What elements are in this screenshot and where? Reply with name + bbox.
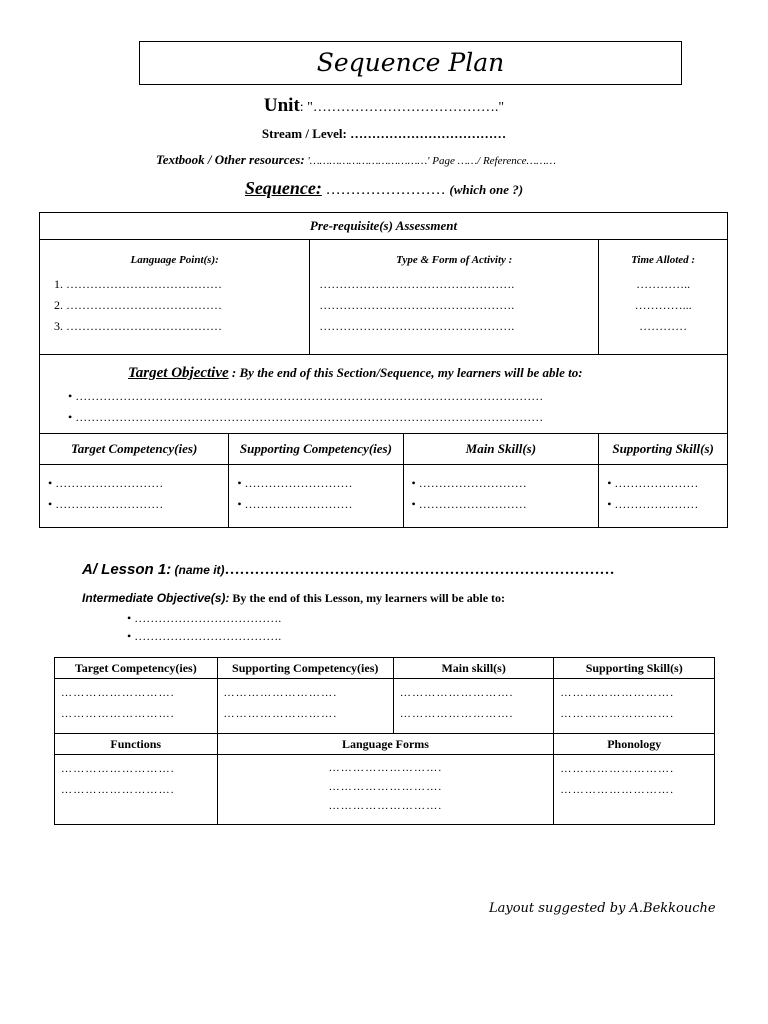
language-forms-header: Language Forms bbox=[217, 734, 554, 755]
target-competency-header: Target Competency(ies) bbox=[40, 434, 229, 465]
lesson-dots: …………………………………………………………………… bbox=[224, 562, 615, 578]
unit-value: : "…………………………………." bbox=[299, 100, 505, 115]
lesson-supporting-skill-cell bbox=[554, 679, 715, 734]
lesson-label: A/ Lesson 1: bbox=[82, 561, 172, 578]
dotted-line: ………………………. bbox=[399, 687, 514, 699]
competency-item: • ……………………… bbox=[48, 497, 164, 511]
dotted-line: ………………………. bbox=[560, 784, 675, 796]
stream-level: Stream / Level: ……………………………… bbox=[261, 126, 507, 141]
language-point-cell bbox=[40, 240, 310, 355]
time-item: …………... bbox=[634, 298, 692, 312]
dotted-line: ………………………. bbox=[399, 708, 514, 720]
sequence-which: (which one ?) bbox=[449, 182, 524, 197]
dotted-line: ………………………. bbox=[61, 784, 175, 796]
intermediate-label: Intermediate Objective(s): bbox=[82, 591, 230, 605]
dotted-line: ………………………. bbox=[61, 708, 175, 720]
footer-credit: Layout suggested by A.Bekkouche bbox=[489, 901, 716, 916]
dotted-line: ………………………. bbox=[328, 762, 443, 774]
lesson-supporting-competency-cell bbox=[217, 679, 393, 734]
unit-line bbox=[0, 95, 768, 117]
functions-cell bbox=[55, 755, 218, 825]
lesson-supporting-competency-header: Supporting Competency(ies) bbox=[217, 658, 393, 679]
supporting-skill-cell bbox=[599, 465, 728, 528]
main-skill-cell bbox=[403, 465, 599, 528]
textbook-value: '………………………………' Page ……/ Reference……… bbox=[304, 155, 556, 167]
dotted-line: ………………………. bbox=[328, 800, 443, 812]
dotted-line: ………………………. bbox=[560, 708, 675, 720]
activity-item: …………………………………………. bbox=[319, 277, 515, 291]
unit-label: Unit bbox=[263, 95, 300, 116]
textbook-label: Textbook / Other resources: bbox=[156, 152, 305, 167]
skill-item: • ……………………… bbox=[411, 476, 527, 490]
target-objective-text: : By the end of this Section/Sequence, my learners will be able to: bbox=[228, 365, 583, 380]
lesson-main-skill-header: Main skill(s) bbox=[393, 658, 554, 679]
sequence-line bbox=[0, 178, 768, 199]
sequence-table bbox=[39, 212, 728, 528]
functions-header: Functions bbox=[55, 734, 218, 755]
supporting-skill-header: Supporting Skill(s) bbox=[599, 434, 728, 465]
target-objective-cell bbox=[40, 355, 728, 434]
skill-item: • ……………………… bbox=[411, 497, 527, 511]
competency-item: • ……………………… bbox=[237, 497, 353, 511]
lesson-heading bbox=[82, 561, 615, 579]
sequence-dots: …………………… bbox=[321, 182, 450, 198]
time-header: Time Alloted : bbox=[631, 254, 696, 266]
lesson-target-competency-cell bbox=[55, 679, 218, 734]
lesson-target-competency-header: Target Competency(ies) bbox=[55, 658, 218, 679]
activity-type-header: Type & Form of Activity : bbox=[396, 254, 513, 266]
phonology-cell bbox=[554, 755, 715, 825]
intermediate-bullet: • ………………………………. bbox=[127, 629, 282, 643]
lesson-main-skill-cell bbox=[393, 679, 554, 734]
prereq-header: Pre-requisite(s) Assessment bbox=[40, 213, 728, 240]
dotted-line: ………………………. bbox=[223, 687, 338, 699]
intermediate-objective bbox=[82, 591, 505, 606]
intermediate-text: By the end of this Lesson, my learners will be able to: bbox=[229, 591, 506, 605]
phonology-header: Phonology bbox=[554, 734, 715, 755]
language-forms-cell bbox=[217, 755, 554, 825]
main-skill-header: Main Skill(s) bbox=[403, 434, 599, 465]
lesson-name: (name it) bbox=[171, 563, 225, 577]
activity-item: …………………………………………. bbox=[319, 298, 515, 312]
language-item: 3. ………………………………… bbox=[54, 319, 222, 333]
dotted-line: ………………………. bbox=[560, 687, 675, 699]
competency-item: • ……………………… bbox=[237, 476, 353, 490]
page-title: Sequence Plan bbox=[139, 41, 682, 85]
target-objective-title: Target Objective bbox=[128, 365, 229, 381]
language-item: 2. ………………………………… bbox=[54, 298, 222, 312]
lesson-table bbox=[54, 657, 715, 825]
activity-type-cell bbox=[310, 240, 599, 355]
dotted-line: ………………………. bbox=[560, 763, 675, 775]
activity-item: …………………………………………. bbox=[319, 319, 515, 333]
time-item: ………… bbox=[639, 319, 688, 333]
target-competency-cell bbox=[40, 465, 229, 528]
target-bullet: • ……………………………………………………………………………………………………… bbox=[68, 389, 544, 403]
sequence-label: Sequence: bbox=[244, 178, 322, 198]
time-item: ………….. bbox=[636, 277, 691, 291]
textbook-line bbox=[156, 152, 556, 168]
dotted-line: ………………………. bbox=[223, 708, 338, 720]
dotted-line: ………………………. bbox=[61, 687, 175, 699]
dotted-line: ………………………. bbox=[328, 781, 443, 793]
lesson-supporting-skill-header: Supporting Skill(s) bbox=[554, 658, 715, 679]
supporting-competency-cell bbox=[229, 465, 403, 528]
skill-item: • ………………… bbox=[607, 476, 699, 490]
skill-item: • ………………… bbox=[607, 497, 699, 511]
time-cell bbox=[599, 240, 728, 355]
dotted-line: ………………………. bbox=[61, 763, 175, 775]
language-item: 1. ………………………………… bbox=[54, 277, 222, 291]
intermediate-bullet: • ………………………………. bbox=[127, 611, 282, 625]
language-point-header: Language Point(s): bbox=[130, 254, 219, 266]
target-bullet: • ……………………………………………………………………………………………………… bbox=[68, 410, 544, 424]
competency-item: • ……………………… bbox=[48, 476, 164, 490]
supporting-competency-header: Supporting Competency(ies) bbox=[229, 434, 403, 465]
